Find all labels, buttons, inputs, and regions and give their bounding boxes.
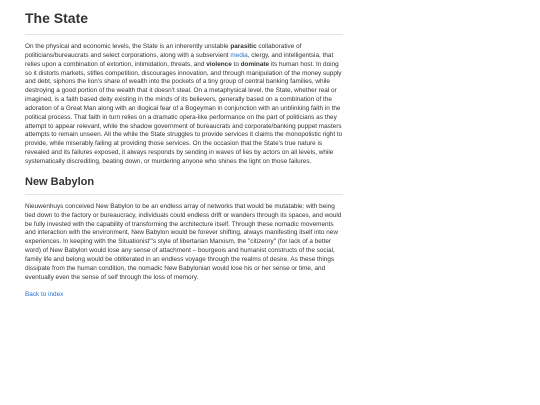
new-babylon-paragraph: Nieuwenhuys conceived New Babylon to be an endless array of networks that would be mutatable: with being tied down to the factory or bureaucracy, individuals could endless drift or wanders through its spaces, and would be fully invested with the capability of transforming the architecture itself. Through these nomadic movements and interaction with the environment, New Babylon would be forever shifting, always manifesting itself into new experiences. In keeping with the Situationist"'s style of libertarian Marxism, the "citizenry" (for lack of a better word) of New Babylon would lose any sense of attachment – bourgeois and humanist constructs of the social, family life and belong would be obliterated in an endless voyage through the realms of desire. As these things dissipate from the human condition, the nomadic New Babylonian would lose his or her sense or time, and eventually even the sense of self through the loss of memory. bbox=[25, 202, 342, 281]
content bbox=[25, 0, 343, 299]
the-state-paragraph bbox=[25, 43, 343, 167]
back-to-index-link[interactable]: Back to index bbox=[25, 291, 64, 299]
text-segment: its human host. In doing so it distorts markets, stifles competition, discourages innovation, and through manipulation of the money supply and debt, siphons the lion's share of wealth into the pockets of a tiny group of central banking families, while destroying a good portion of the wealth that it doesn't steal. On a metaphysical level, the State, whether real or imagined, is a faith based deity existing in the minds of its believers, generally based on a combination of the adoration of a Great Man along with an illogical fear of a Bogeyman in conjunction with an unblinking faith in the political process. That faith in turn relies on a dramatic opera-like performance on the part of politicians as they attempt to appear relevant, while the shadow government of bureaucrats and corporate/banking puppet masters attempts to remain unseen. All the while the State struggles to provide services it claims the monopolistic right to provide, while miserably failing at providing those services. On the occasion that the State's true nature is revealed and its failures exposed, it always responds by sending in waves of lies by actors on all levels, while systematically discrediting, beating down, or murdering anyone who shines the light on those failures. bbox=[25, 60, 343, 165]
text-segment: to bbox=[231, 60, 241, 68]
section-title-the-state: The State bbox=[25, 0, 343, 35]
media-link[interactable]: media bbox=[230, 51, 248, 59]
section-title-new-babylon: New Babylon bbox=[25, 175, 343, 195]
text-segment: collaborative of politicians/bureaucrats and select corporations, along with a subservient bbox=[25, 43, 302, 59]
bold-term-dominate: dominate bbox=[240, 60, 270, 68]
bold-term-violence: violence bbox=[206, 60, 232, 68]
text-segment: , clergy, and intelligentsia, that relies upon a combination of extortion, intimidation, threats, and bbox=[25, 51, 334, 68]
text-segment: On the physical and economic levels, the State is an inherently unstable bbox=[25, 43, 231, 50]
bold-term-parasitic: parasitic bbox=[230, 43, 257, 50]
